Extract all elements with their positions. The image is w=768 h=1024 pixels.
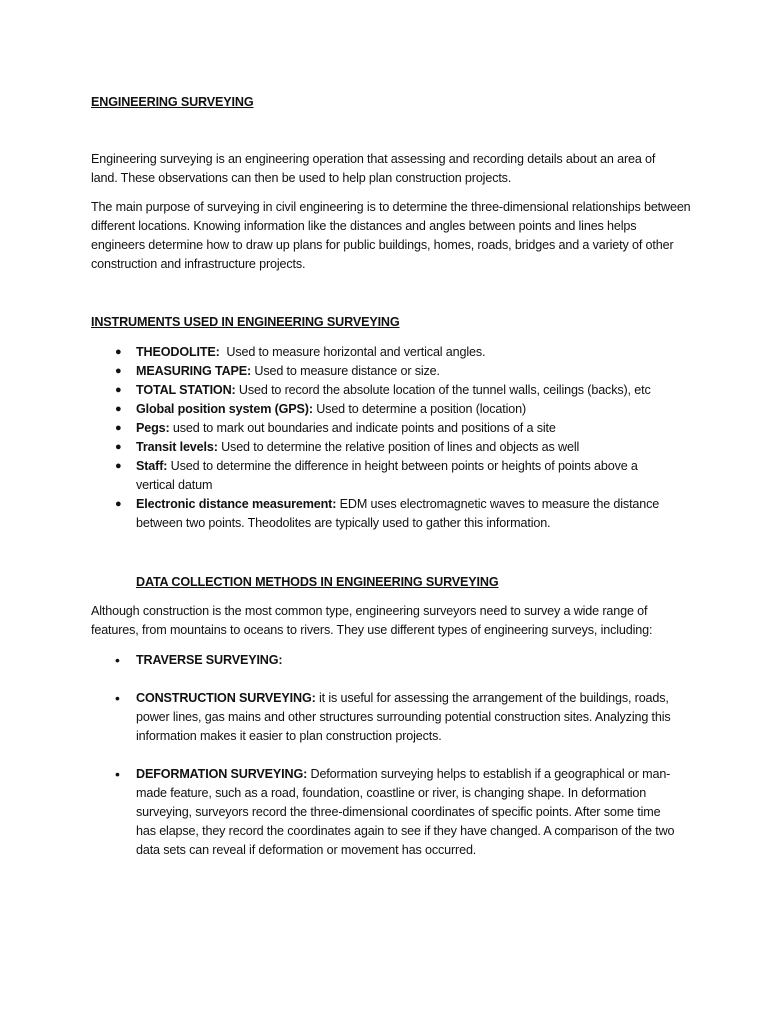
bullet-icon: ● — [115, 498, 122, 510]
list-item — [115, 419, 676, 438]
data-collection-heading: DATA COLLECTION METHODS IN ENGINEERING SURVEYING — [136, 575, 499, 589]
data-collection-intro: Although construction is the most common type, engineering surveyors need to survey a wide range of features, from mountains to oceans to rivers. They use different types of engineering surveys, including: — [91, 604, 653, 637]
item-term: Electronic distance measurement: — [136, 497, 337, 511]
item-text: Used to measure horizontal and vertical angles. — [219, 345, 486, 359]
intro-paragraph-1: Engineering surveying is an engineering operation that assessing and recording details about an area of land. These observations can then be used to help plan construction projects. — [91, 152, 656, 185]
bullet-icon: • — [115, 766, 120, 782]
list-item — [115, 765, 676, 860]
item-text: Used to determine the relative position of lines and objects as well — [217, 440, 580, 454]
list-item — [115, 495, 676, 533]
list-item — [115, 689, 676, 746]
bullet-icon: • — [115, 690, 120, 706]
item-text: used to mark out boundaries and indicate points and positions of a site — [169, 421, 556, 435]
bullet-icon: ● — [115, 384, 122, 396]
instruments-heading: INSTRUMENTS USED IN ENGINEERING SURVEYING — [91, 315, 400, 329]
survey-types-list — [115, 651, 676, 860]
item-term: Global position system (GPS): — [136, 402, 313, 416]
item-term: THEODOLITE: — [136, 345, 220, 359]
intro-paragraph-2: The main purpose of surveying in civil engineering is to determine the three-dimensional relationships between different locations. Knowing information like the distances and angles between points and lines helps engineers determine how to draw up plans for public buildings, homes, roads, bridges and a variety of other construction and infrastructure projects. — [91, 200, 691, 271]
item-text: it is useful for assessing the arrangement of the buildings, roads, power lines, gas mains and other structures surrounding potential construction sites. Analyzing this information makes it easier to plan construction projects. — [136, 691, 671, 743]
item-term: DEFORMATION SURVEYING: — [136, 767, 308, 781]
list-item — [115, 457, 676, 495]
bullet-icon: ● — [115, 346, 122, 358]
item-term: TOTAL STATION: — [136, 383, 236, 397]
list-item — [115, 381, 676, 400]
item-term: CONSTRUCTION SURVEYING: — [136, 691, 316, 705]
item-text: Used to determine a position (location) — [312, 402, 526, 416]
item-term: MEASURING TAPE: — [136, 364, 252, 378]
item-term: Pegs: — [136, 421, 170, 435]
item-term: Staff: — [136, 459, 168, 473]
item-term: TRAVERSE SURVEYING: — [136, 653, 283, 667]
item-text: Used to measure distance or size. — [251, 364, 440, 378]
item-text: EDM uses electromagnetic waves to measure the distance between two points. Theodolites are typically used to gather this information. — [136, 497, 660, 530]
instruments-list — [115, 343, 676, 533]
list-item — [115, 400, 676, 419]
item-text: Deformation surveying helps to establish if a geographical or man-made feature, such as a road, foundation, coastline or river, is changing shape. In deformation surveying, surveyors record the three-dimensional coordinates of specific points. After some time has elapse, they record the coordinates again to see if they have changed. A comparison of the two data sets can reveal if deformation or movement has occurred. — [136, 767, 675, 857]
list-item — [115, 651, 676, 670]
list-item — [115, 343, 676, 362]
document-title: ENGINEERING SURVEYING — [91, 95, 254, 109]
item-text: Used to determine the difference in height between points or heights of points above a vertical datum — [136, 459, 638, 492]
list-item — [115, 438, 676, 457]
bullet-icon: ● — [115, 403, 122, 415]
bullet-icon: ● — [115, 460, 122, 472]
bullet-icon: • — [115, 652, 120, 668]
item-term: Transit levels: — [136, 440, 218, 454]
bullet-icon: ● — [115, 365, 122, 377]
list-item — [115, 362, 676, 381]
item-text: Used to record the absolute location of the tunnel walls, ceilings (backs), etc — [235, 383, 651, 397]
bullet-icon: ● — [115, 441, 122, 453]
bullet-icon: ● — [115, 422, 122, 434]
